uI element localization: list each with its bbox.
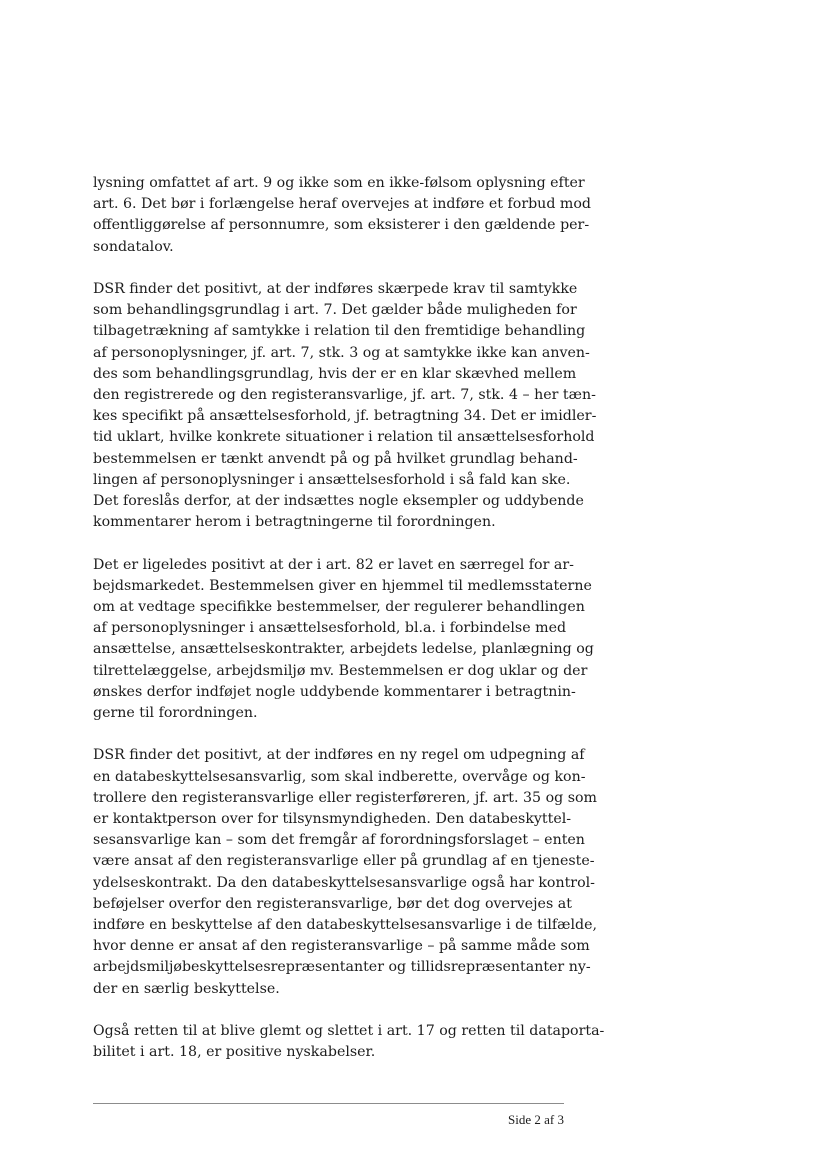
text-line: lingen af personoplysninger i ansættelsesforhold i så fald kan ske.	[93, 471, 571, 488]
text-line: Også retten til at blive glemt og slettet i art. 17 og retten til dataporta-	[93, 1023, 605, 1040]
text-line: art. 6. Det bør i forlængelse heraf overvejes at indføre et forbud mod	[93, 196, 591, 213]
text-line: beføjelser overfor den registeransvarlige, bør det dog overvejes at	[93, 895, 572, 912]
text-line: er kontaktperson over for tilsynsmyndigheden. Den databeskyttel-	[93, 811, 572, 828]
text-line: DSR finder det positivt, at der indføres en ny regel om udpegning af	[93, 747, 585, 764]
text-line: tilrettelæggelse, arbejdsmiljø mv. Bestemmelsen er dog uklar og der	[93, 662, 588, 679]
paragraph	[93, 1021, 605, 1063]
text-line: lysning omfattet af art. 9 og ikke som en ikke-følsom oplysning efter	[93, 175, 585, 191]
text-line: sondatalov.	[93, 238, 174, 255]
paragraph	[93, 555, 594, 725]
text-line: være ansat af den registeransvarlige eller på grundlag af en tjeneste-	[93, 853, 595, 870]
footer-divider	[93, 1103, 564, 1104]
text-line: af personoplysninger, jf. art. 7, stk. 3 og at samtykke ikke kan anven-	[93, 344, 590, 361]
page-number: Side 2 af 3	[508, 1112, 564, 1127]
text-line: den registrerede og den registeransvarlige, jf. art. 7, stk. 4 – her tæn-	[93, 387, 596, 404]
text-line: tilbagetrækning af samtykke i relation til den fremtidige behandling	[93, 323, 586, 340]
paragraph	[93, 745, 598, 999]
text-line: ønskes derfor indføjet nogle uddybende kommentarer i betragtnin-	[93, 683, 576, 700]
text-line: DSR finder det positivt, at der indføres skærpede krav til samtykke	[93, 281, 578, 297]
text-line: hvor denne er ansat af den registeransvarlige – på samme måde som	[93, 938, 590, 955]
text-line: ansættelse, ansættelseskontrakter, arbejdets ledelse, planlægning og	[93, 641, 594, 658]
text-line: des som behandlingsgrundlag, hvis der er en klar skævhed mellem	[93, 365, 577, 382]
text-line: gerne til forordningen.	[93, 705, 258, 722]
text-line: sesansvarlige kan – som det fremgår af forordningsforslaget – enten	[93, 832, 585, 849]
text-line: offentliggørelse af personnumre, som eksisterer i den gældende per-	[93, 217, 590, 234]
text-line: Det foreslås derfor, at der indsættes nogle eksempler og uddybende	[93, 493, 584, 510]
text-line: som behandlingsgrundlag i art. 7. Det gælder både muligheden for	[93, 302, 577, 319]
paragraph	[93, 173, 591, 258]
text-line: tid uklart, hvilke konkrete situationer i relation til ansættelsesforhold	[93, 429, 595, 446]
text-line: kommentarer herom i betragtningerne til forordningen.	[93, 514, 496, 531]
text-line: trollere den registeransvarlige eller registerføreren, jf. art. 35 og som	[93, 789, 597, 806]
text-line: arbejdsmiljøbeskyttelsesrepræsentanter og tillidsrepræsentanter ny-	[93, 959, 591, 976]
text-line: kes specifikt på ansættelsesforhold, jf. betragtning 34. Det er imidler-	[93, 408, 597, 425]
text-line: bestemmelsen er tænkt anvendt på og på hvilket grundlag behand-	[93, 450, 578, 467]
text-line: ydelseskontrakt. Da den databeskyttelsesansvarlige også har kontrol-	[93, 874, 595, 891]
text-line: indføre en beskyttelse af den databeskyttelsesansvarlige i de tilfælde,	[93, 917, 598, 934]
text-line: om at vedtage specifikke bestemmelser, der regulerer behandlingen	[93, 599, 585, 616]
text-line: bilitet i art. 18, er positive nyskabelser.	[93, 1044, 376, 1061]
text-line: af personoplysninger i ansættelsesforhold, bl.a. i forbindelse med	[93, 620, 567, 637]
document-body	[93, 173, 605, 1063]
text-line: en databeskyttelsesansvarlig, som skal indberette, overvåge og kon-	[93, 768, 586, 785]
text-line: bejdsmarkedet. Bestemmelsen giver en hjemmel til medlemsstaterne	[93, 577, 592, 594]
text-line: Det er ligeledes positivt at der i art. 82 er lavet en særregel for ar-	[93, 556, 574, 573]
paragraph	[93, 279, 597, 533]
text-line: der en særlig beskyttelse.	[93, 980, 280, 997]
